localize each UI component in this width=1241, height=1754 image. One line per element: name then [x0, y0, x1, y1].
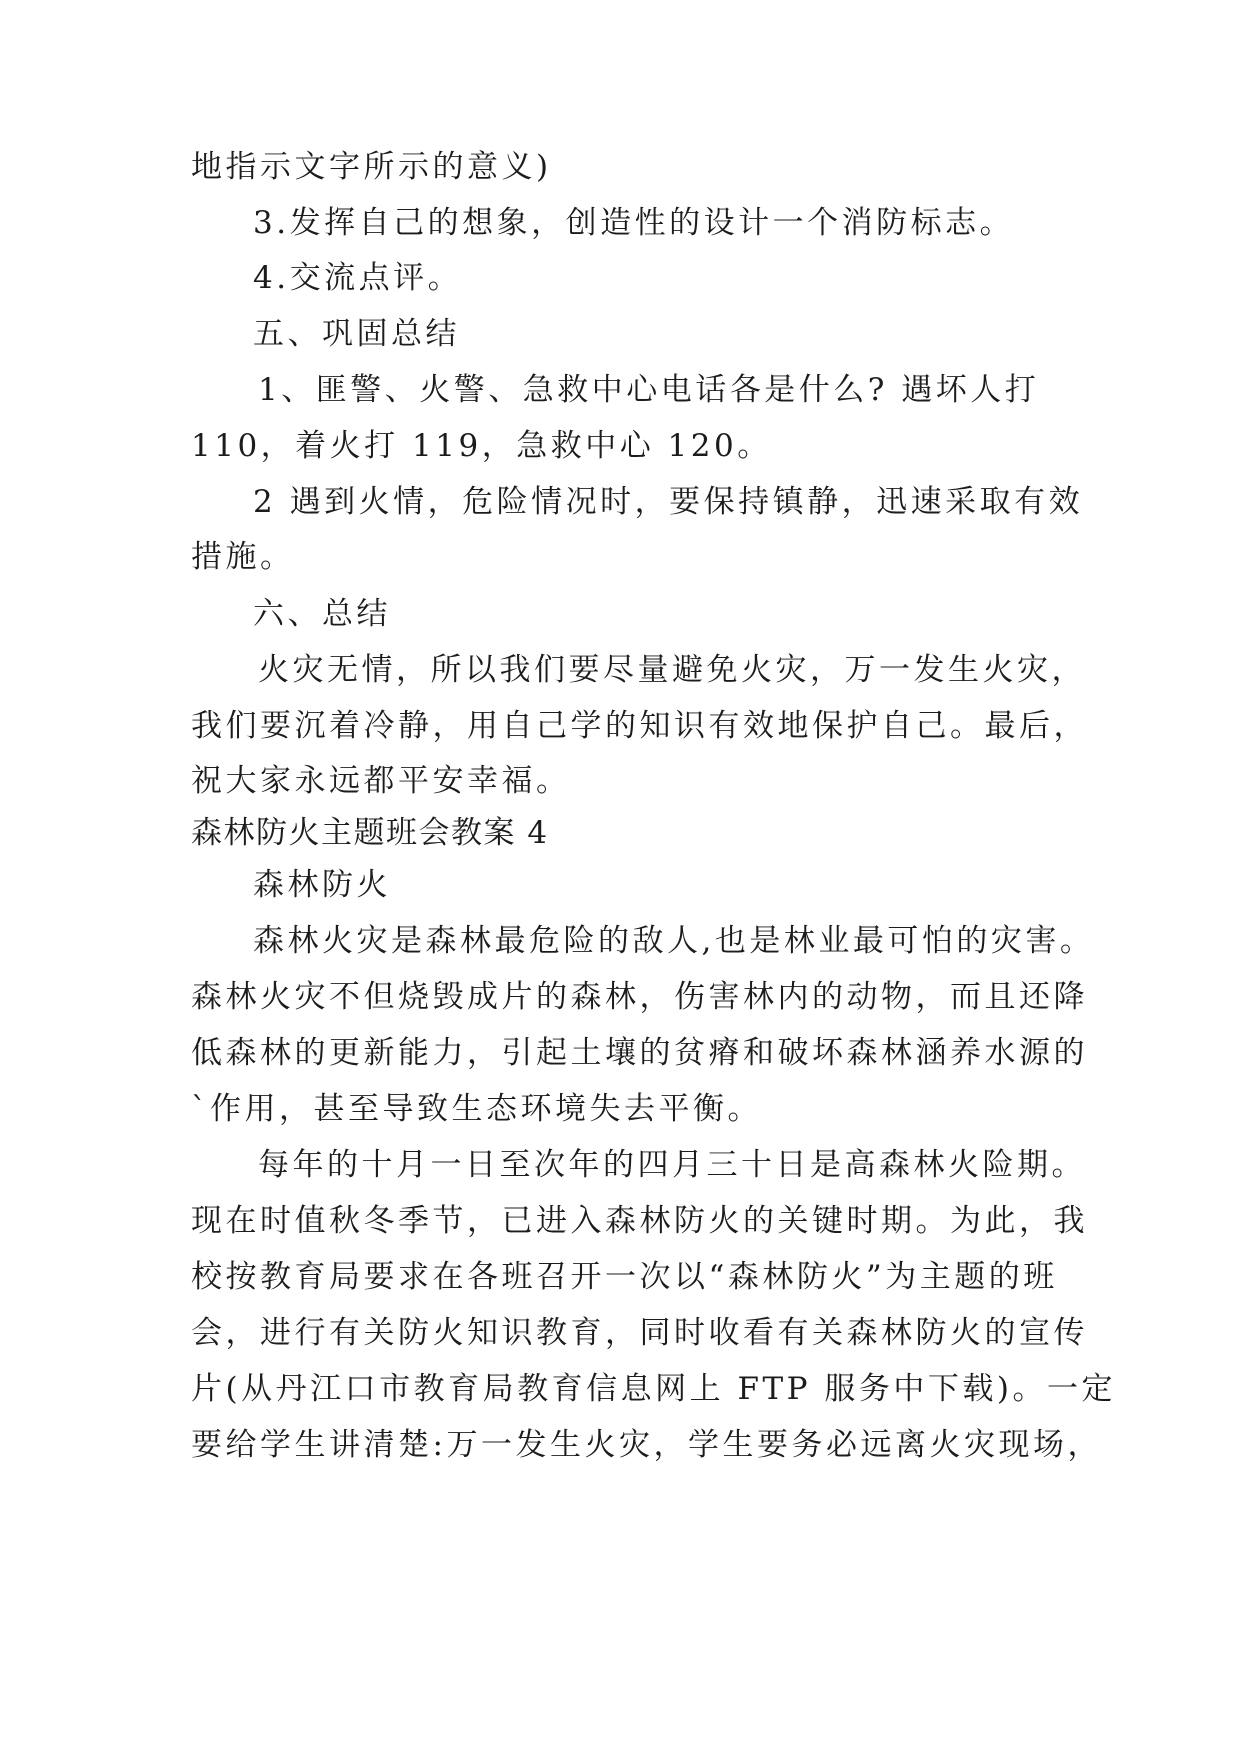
text-line: 森林火灾不但烧毁成片的森林，伤害林内的动物，而且还降	[191, 979, 1088, 1015]
list-item: 3.发挥自己的想象，创造性的设计一个消防标志。	[253, 205, 1015, 241]
document-title: 森林防火主题班会教案 4	[191, 815, 549, 851]
text-line: 现在时值秋冬季节，已进入森林防火的关键时期。为此，我	[191, 1203, 1088, 1239]
paragraph-line: 森林火灾是森林最危险的敌人,也是林业最可怕的灾害。	[253, 923, 1095, 959]
text-line: 祝大家永远都平安幸福。	[191, 763, 571, 799]
text-line: 低森林的更新能力，引起土壤的贫瘠和破坏森林涵养水源的	[191, 1035, 1088, 1071]
paragraph-line: 每年的十月一日至次年的四月三十日是高森林火险期。	[258, 1147, 1086, 1183]
text-line: 要给学生讲清楚:万一发生火灾，学生要务必远离火灾现场，	[191, 1427, 1102, 1463]
list-item: 4.交流点评。	[253, 260, 463, 296]
section-heading: 五、巩固总结	[253, 316, 460, 352]
paragraph-line: 火灾无情，所以我们要尽量避免火灾，万一发生火灾，	[258, 652, 1086, 688]
text-line: 措施。	[191, 539, 295, 575]
text-line: 片(从丹江口市教育局教育信息网上 FTP 服务中下载)。一定	[191, 1371, 1116, 1407]
section-heading: 六、总结	[253, 596, 391, 632]
list-item: 1、匪警、火警、急救中心电话各是什么? 遇坏人打	[258, 372, 1040, 408]
list-item: 2 遇到火情，危险情况时，要保持镇静，迅速采取有效	[253, 484, 1084, 520]
section-heading: 森林防火	[253, 867, 391, 903]
text-line: 校按教育局要求在各班召开一次以“森林防火”为主题的班	[191, 1259, 1058, 1295]
text-line: 地指示文字所示的意义)	[191, 149, 552, 185]
text-line: 我们要沉着冷静，用自己学的知识有效地保护自己。最后，	[191, 708, 1088, 744]
text-line: 会，进行有关防火知识教育，同时收看有关森林防火的宣传	[191, 1315, 1088, 1351]
text-line: 110，着火打 119，急救中心 120。	[191, 428, 772, 464]
text-line: `作用，甚至导致生态环境失去平衡。	[191, 1091, 762, 1127]
